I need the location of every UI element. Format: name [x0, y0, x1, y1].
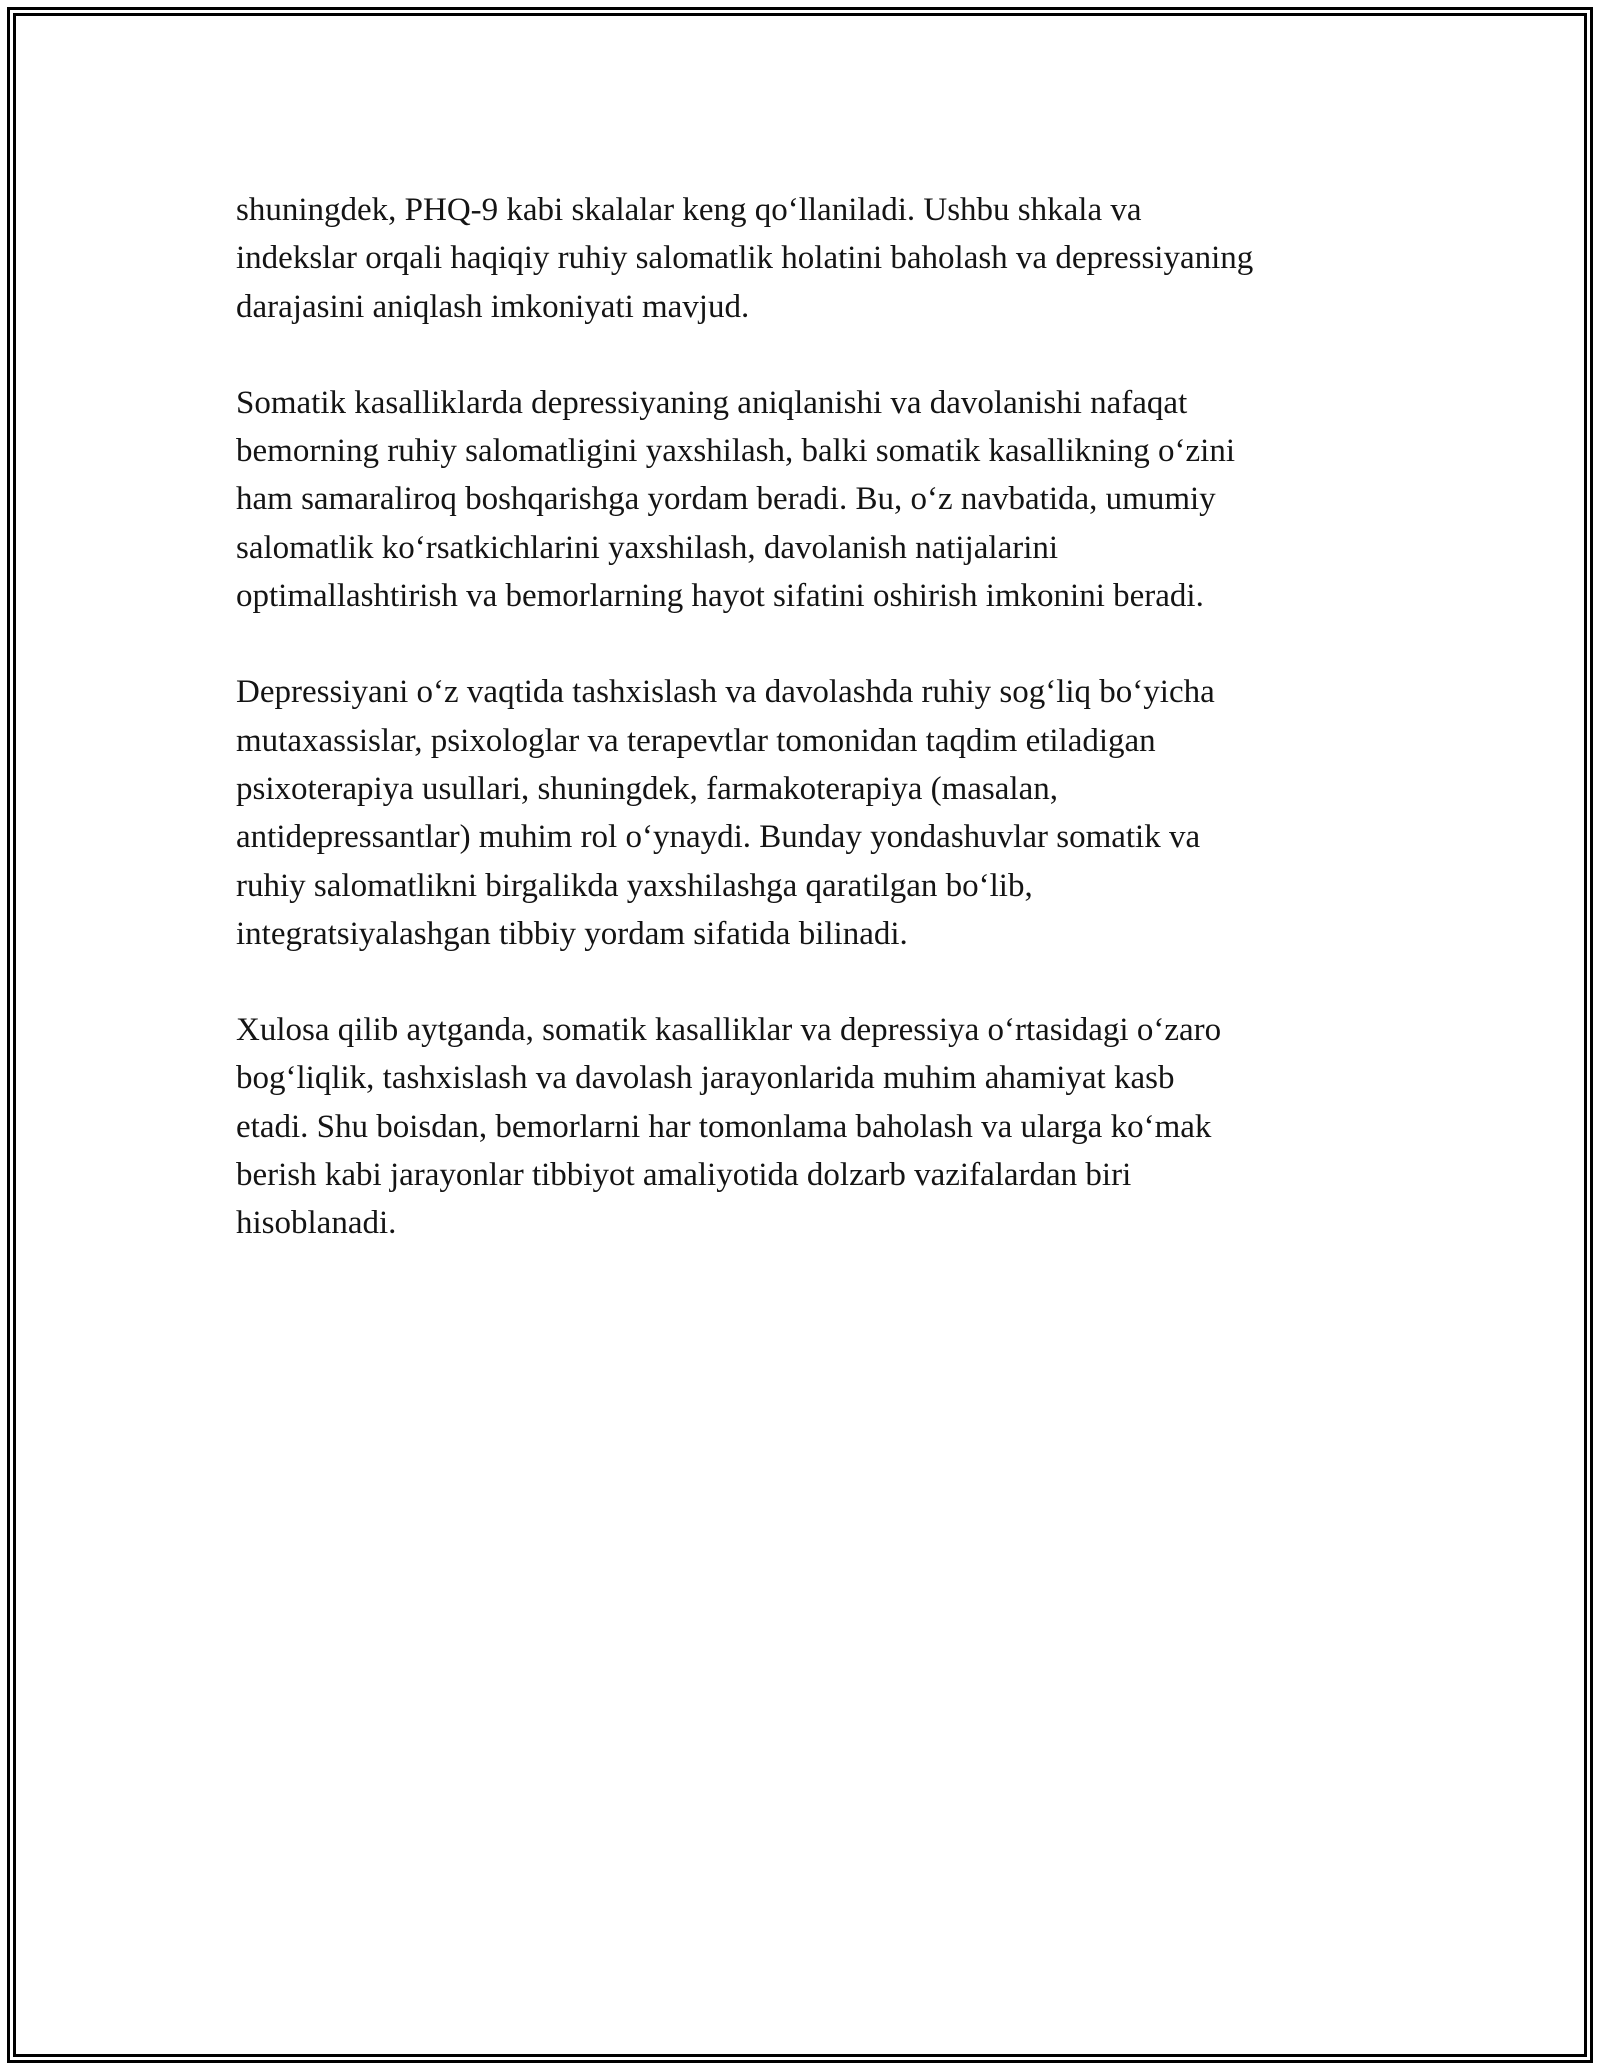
text-line: berish kabi jarayonlar tibbiyot amaliyotida dolzarb vazifalardan biri [236, 1157, 1132, 1194]
text-line: bog‘liqlik, tashxislash va davolash jarayonlarida muhim ahamiyat kasb [236, 1060, 1175, 1097]
text-line: mutaxassislar, psixologlar va terapevtlar tomonidan taqdim etiladigan [236, 722, 1156, 759]
text-line: indekslar orqali haqiqiy ruhiy salomatlik holatini baholash va depressiyaning [236, 240, 1254, 277]
text-line: Xulosa qilib aytganda, somatik kasalliklar va depressiya o‘rtasidagi o‘zaro [236, 1012, 1222, 1049]
text-line: shuningdek, PHQ-9 kabi skalalar keng qo‘llaniladi. Ushbu shkala va [236, 192, 1142, 228]
text-line: integratsiyalashgan tibbiy yordam sifatida bilinadi. [236, 915, 908, 952]
document-body [236, 186, 1386, 1296]
paragraph-phq9-scales [236, 186, 1386, 331]
text-line: ham samaraliroq boshqarishga yordam beradi. Bu, o‘z navbatida, umumiy [236, 481, 1216, 518]
text-line: ruhiy salomatlikni birgalikda yaxshilashga qaratilgan bo‘lib, [236, 867, 1033, 904]
text-line: salomatlik ko‘rsatkichlarini yaxshilash, davolanish natijalarini [236, 529, 1059, 566]
text-line: Depressiyani o‘z vaqtida tashxislash va davolashda ruhiy sog‘liq bo‘yicha [236, 674, 1215, 711]
text-line: hisoblanadi. [236, 1205, 397, 1242]
text-line: optimallashtirish va bemorlarning hayot sifatini oshirish imkonini beradi. [236, 578, 1204, 615]
text-line: bemorning ruhiy salomatligini yaxshilash, balki somatik kasallikning o‘zini [236, 433, 1236, 470]
paragraph-somatic-diseases [236, 379, 1386, 620]
text-line: psixoterapiya usullari, shuningdek, farmakoterapiya (masalan, [236, 770, 1058, 807]
paragraph-timely-diagnosis [236, 668, 1386, 958]
text-line: antidepressantlar) muhim rol o‘ynaydi. Bunday yondashuvlar somatik va [236, 819, 1201, 856]
paragraph-conclusion [236, 1006, 1386, 1247]
text-line: darajasini aniqlash imkoniyati mavjud. [236, 288, 750, 325]
text-line: Somatik kasalliklarda depressiyaning aniqlanishi va davolanishi nafaqat [236, 384, 1188, 421]
text-line: etadi. Shu boisdan, bemorlarni har tomonlama baholash va ularga ko‘mak [236, 1108, 1212, 1145]
